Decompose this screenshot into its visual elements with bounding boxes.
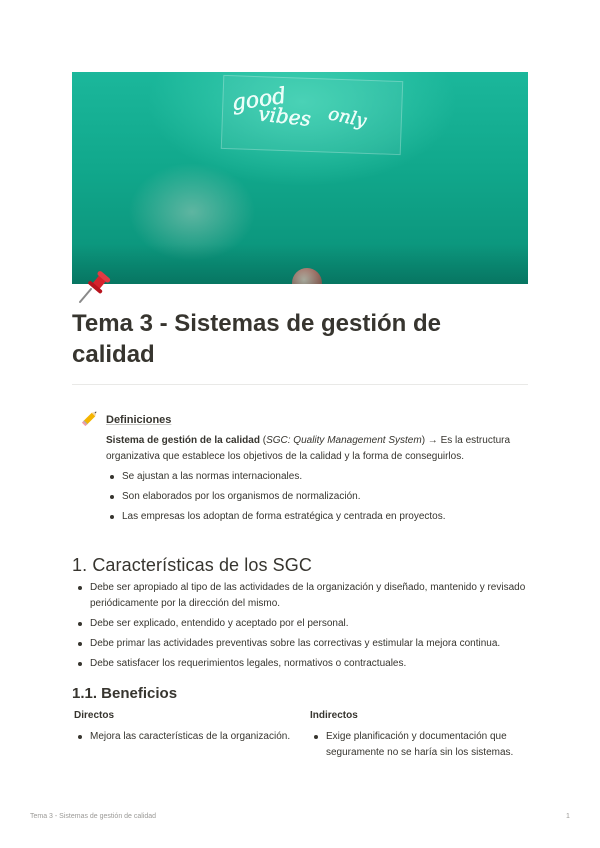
- pencil-icon: [80, 408, 100, 428]
- definition-abbrev: SGC: Quality Management System: [266, 435, 422, 446]
- definition-list: [106, 469, 526, 525]
- list-item: Debe ser apropiado al tipo de las actividades de la organización y diseñado, mantenido y revisado periódicamente por la dirección del mismo.: [74, 580, 526, 612]
- list-item: Debe primar las actividades preventivas sobre las correctivas y estimular la mejora continua.: [74, 636, 526, 652]
- indirect-benefits-list: [310, 729, 530, 761]
- column-heading: Indirectos: [310, 710, 358, 721]
- pushpin-icon: [74, 268, 114, 308]
- list-item: Mejora las características de la organización.: [74, 729, 294, 745]
- definition-term: Sistema de gestión de la calidad: [106, 435, 260, 446]
- neon-word-3: only: [326, 103, 369, 132]
- page-number: 1: [566, 813, 570, 820]
- benefits-indirect-column: [310, 708, 530, 761]
- list-item: Se ajustan a las normas internacionales.: [106, 469, 526, 485]
- page-title: Tema 3 - Sistemas de gestión de calidad: [72, 310, 442, 368]
- column-heading: Directos: [74, 710, 115, 721]
- list-item: Debe satisfacer los requerimientos legales, normativos o contractuales.: [74, 656, 526, 672]
- divider: [72, 384, 528, 385]
- cover-image: [72, 72, 528, 284]
- subsection-heading: 1.1. Beneficios: [72, 685, 178, 702]
- section-heading: 1. Características de los SGC: [72, 555, 312, 575]
- definition-body: ) → Es la estructura organizativa que establece los objetivos de la calidad y la forma de conseguirlos.: [106, 435, 511, 462]
- list-item: Las empresas los adoptan de forma estratégica y centrada en proyectos.: [106, 509, 526, 525]
- neon-word-2: vibes: [257, 101, 313, 131]
- list-item: Debe ser explicado, entendido y aceptado por el personal.: [74, 616, 526, 632]
- list-item: Son elaborados por los organismos de normalización.: [106, 489, 526, 505]
- list-item: Exige planificación y documentación que seguramente no se haría sin los sistemas.: [310, 729, 530, 761]
- callout-heading: Definiciones: [106, 414, 172, 426]
- definition-text: Sistema de gestión de la calidad (SGC: Quality Management System) → Es la estructura organizativa que establece los objetivos de la calidad y la forma de conseguirlos.: [106, 435, 511, 462]
- neon-word-1: good: [230, 83, 288, 117]
- characteristics-list: [74, 580, 526, 676]
- footer-title: Tema 3 - Sistemas de gestión de calidad: [30, 813, 157, 820]
- direct-benefits-list: [74, 729, 294, 745]
- benefits-direct-column: [74, 708, 294, 745]
